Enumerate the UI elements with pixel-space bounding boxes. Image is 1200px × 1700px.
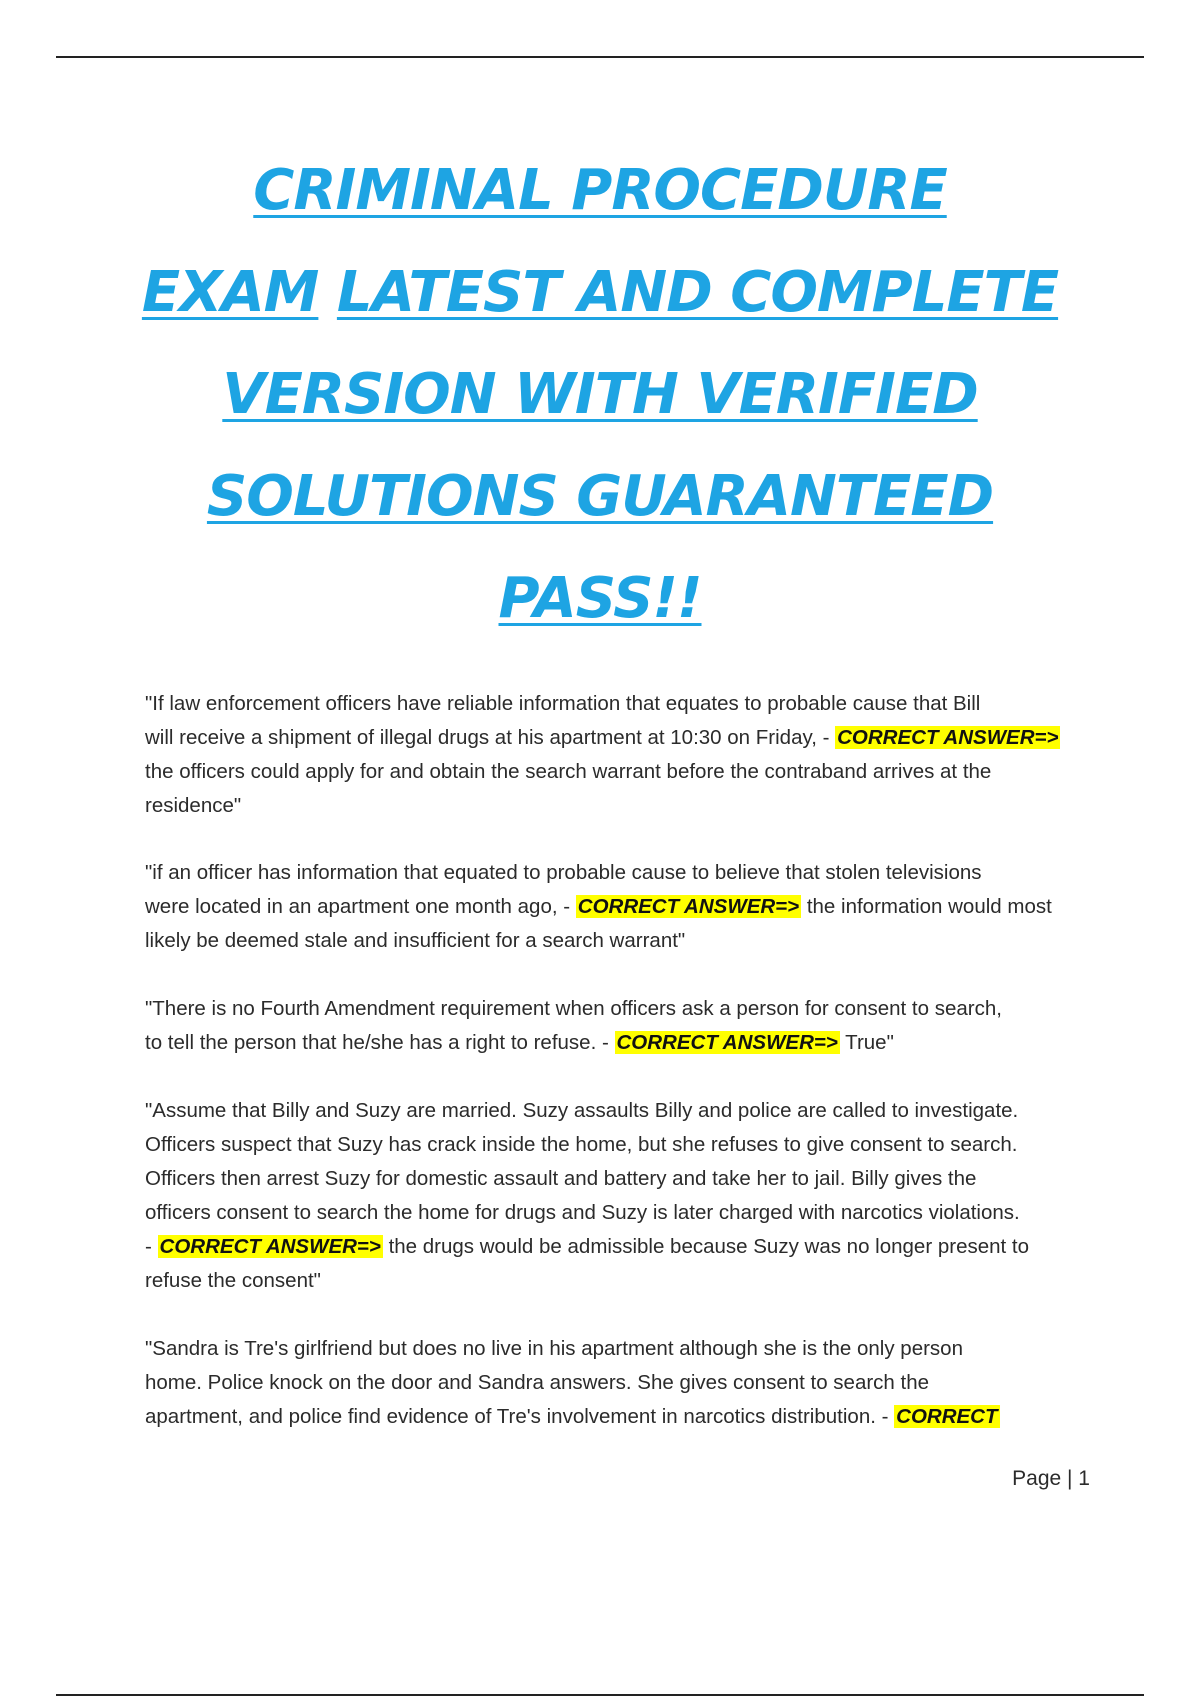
question-line: were located in an apartment one month ago, - CORRECT ANSWER=> the information would most <box>145 895 1052 918</box>
question-line: "There is no Fourth Amendment requirement when officers ask a person for consent to search, <box>145 997 1002 1020</box>
top-rule <box>56 56 1144 58</box>
document-title <box>60 140 1140 650</box>
title-line: CRIMINAL PROCEDURE <box>253 158 947 223</box>
title-line: SOLUTIONS GUARANTEED <box>206 464 994 529</box>
answer-line: the officers could apply for and obtain the search warrant before the contraband arrives at the <box>145 760 992 783</box>
question-line: will receive a shipment of illegal drugs at his apartment at 10:30 on Friday, - CORRECT ANSWER=> <box>145 726 1059 749</box>
correct-answer-highlight: CORRECT ANSWER=> <box>159 1235 381 1258</box>
question-line: Officers then arrest Suzy for domestic assault and battery and take her to jail. Billy gives the <box>145 1167 977 1190</box>
question-line: Officers suspect that Suzy has crack inside the home, but she refuses to give consent to search. <box>145 1133 1018 1156</box>
page-number: Page | 1 <box>1012 1467 1090 1490</box>
correct-answer-highlight: CORRECT <box>896 1405 998 1428</box>
qa-item <box>145 992 1095 1060</box>
correct-answer-highlight: CORRECT ANSWER=> <box>577 895 800 918</box>
answer-line: likely be deemed stale and insufficient for a search warrant" <box>145 929 686 952</box>
question-line: - CORRECT ANSWER=> the drugs would be admissible because Suzy was no longer present to <box>145 1235 1030 1258</box>
question-line: "Sandra is Tre's girlfriend but does no live in his apartment although she is the only person <box>145 1337 963 1360</box>
qa-item <box>145 856 1095 958</box>
qa-item <box>145 1332 1095 1434</box>
question-line: "If law enforcement officers have reliable information that equates to probable cause that Bill <box>145 692 981 715</box>
title-line: EXAM LATEST AND COMPLETE <box>141 260 1059 325</box>
title-line: PASS!! <box>498 566 702 631</box>
question-line: "Assume that Billy and Suzy are married. Suzy assaults Billy and police are called to investigate. <box>145 1099 1019 1122</box>
answer-line: residence" <box>145 794 242 817</box>
question-line: apartment, and police find evidence of Tre's involvement in narcotics distribution. - CORRECT <box>145 1405 998 1428</box>
question-line: officers consent to search the home for drugs and Suzy is later charged with narcotics violations. <box>145 1201 1020 1224</box>
bottom-rule <box>56 1694 1144 1696</box>
correct-answer-highlight: CORRECT ANSWER=> <box>616 1031 838 1054</box>
answer-line: refuse the consent" <box>145 1269 321 1292</box>
qa-item <box>145 1094 1095 1298</box>
question-line: "if an officer has information that equated to probable cause to believe that stolen televisions <box>145 861 982 884</box>
qa-item <box>145 687 1095 823</box>
title-line: VERSION WITH VERIFIED <box>222 362 978 427</box>
question-line: home. Police knock on the door and Sandra answers. She gives consent to search the <box>145 1371 930 1394</box>
correct-answer-highlight: CORRECT ANSWER=> <box>837 726 1059 749</box>
question-line: to tell the person that he/she has a right to refuse. - CORRECT ANSWER=> True" <box>145 1031 894 1054</box>
